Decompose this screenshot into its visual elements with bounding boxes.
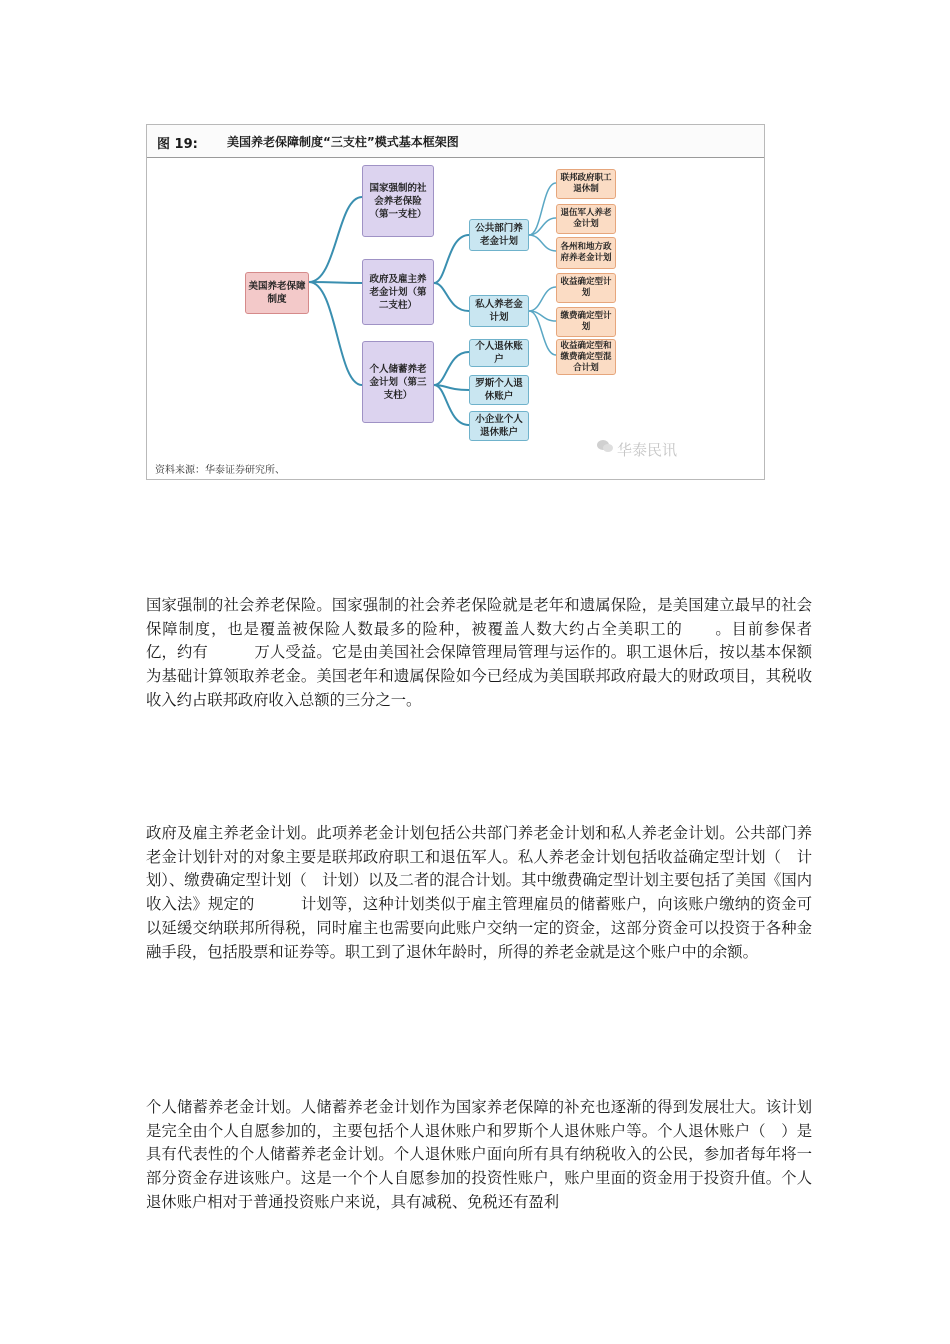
link-m2-l6: [529, 311, 556, 355]
leaf-node-db: 收益确定型计划: [556, 273, 616, 303]
pillar-node-1: 国家强制的社会养老保险（第一支柱）: [362, 165, 434, 237]
leaf-node-veterans: 退伍军人养老金计划: [556, 204, 616, 234]
figure-source: 资料来源：华泰证券研究所、: [155, 465, 285, 476]
wechat-icon: [597, 439, 613, 453]
mid-node-public: 公共部门养老金计划: [469, 219, 529, 251]
leaf-node-dc: 缴费确定型计划: [556, 307, 616, 337]
link-root-p3: [309, 282, 362, 385]
framework-figure: [146, 124, 765, 480]
mid-node-private: 私人养老金计划: [469, 295, 529, 327]
mid-node-roth-ira: 罗斯个人退休账户: [469, 375, 529, 405]
link-p3-m5: [434, 385, 469, 425]
link-root-p2: [309, 282, 362, 283]
leaf-node-state-local: 各州和地方政府养老金计划: [556, 237, 616, 269]
mid-node-ira: 个人退休账户: [469, 339, 529, 367]
link-p3-m3: [434, 352, 469, 385]
link-m1-l3: [529, 235, 556, 251]
link-root-p1: [309, 197, 362, 282]
leaf-node-federal: 联邦政府职工退休制: [556, 169, 616, 199]
link-p2-m1: [434, 235, 469, 283]
pillar-node-3: 个人储蓄养老金计划（第三支柱）: [362, 341, 434, 423]
link-m2-l4: [529, 287, 556, 311]
root-node: 美国养老保障制度: [245, 272, 309, 314]
leaf-node-hybrid: 收益确定型和缴费确定型混合计划: [556, 339, 616, 375]
figure-number: 图 19:: [157, 137, 198, 152]
paragraph-first-pillar: 国家强制的社会养老保险。国家强制的社会养老保险就是老年和遗属保险，是美国建立最早的社会保障制度，也是覆盖被保险人数最多的险种，被覆盖人数大约占全美职工的 。目前参保者 亿，约有 万人受益。它是由美国社会保障管理局管理与运作的。职工退休后，按以基本保额为基础计算领取养老金。美国老年和遗属保险如今已经成为美国联邦政府最大的财政项目，其税收收入约占联邦政府收入总额的三分之一。: [146, 596, 843, 709]
link-p2-m2: [434, 283, 469, 311]
watermark-text: 华泰民讯: [617, 441, 678, 459]
figure-title: 美国养老保障制度“三支柱”模式基本框架图: [227, 135, 459, 149]
paragraph-second-pillar: 政府及雇主养老金计划。此项养老金计划包括公共部门养老金计划和私人养老金计划。公共部门养老金计划针对的对象主要是联邦政府职工和退伍军人。私人养老金计划包括收益确定型计划（ 计划）、缴费确定型计划（ 计划）以及二者的混合计划。其中缴费确定型计划主要包括了美国《国内收入法》规定的 计划等，这种计划类似于雇主管理雇员的储蓄账户，向该账户缴纳的资金可以延缓交纳联邦所得税，同时雇主也需要向此账户交纳一定的资金，这部分资金可以投资于各种金融手段，包括股票和证券等。职工到了退休年龄时，所得的养老金就是这个账户中的余额。: [146, 824, 812, 961]
connector-lines: [147, 125, 764, 479]
pillar-node-2: 政府及雇主养老金计划（第二支柱）: [362, 259, 434, 325]
mid-node-simple-ira: 小企业个人退休账户: [469, 411, 529, 441]
paragraph-third-pillar: 个人储蓄养老金计划。人储蓄养老金计划作为国家养老保障的补充也逐渐的得到发展壮大。该计划是完全由个人自愿参加的，主要包括个人退休账户和罗斯个人退休账户等。个人退休账户（ ）是具有代表性的个人储蓄养老金计划。个人退休账户面向所有具有纳税收入的公民，参加者每年将一部分资金存进该账户。这是一个个人自愿参加的投资性账户，账户里面的资金用于投资升值。个人退休账户相对于普通投资账户来说，具有减税、免税还有盈利: [146, 1098, 812, 1211]
